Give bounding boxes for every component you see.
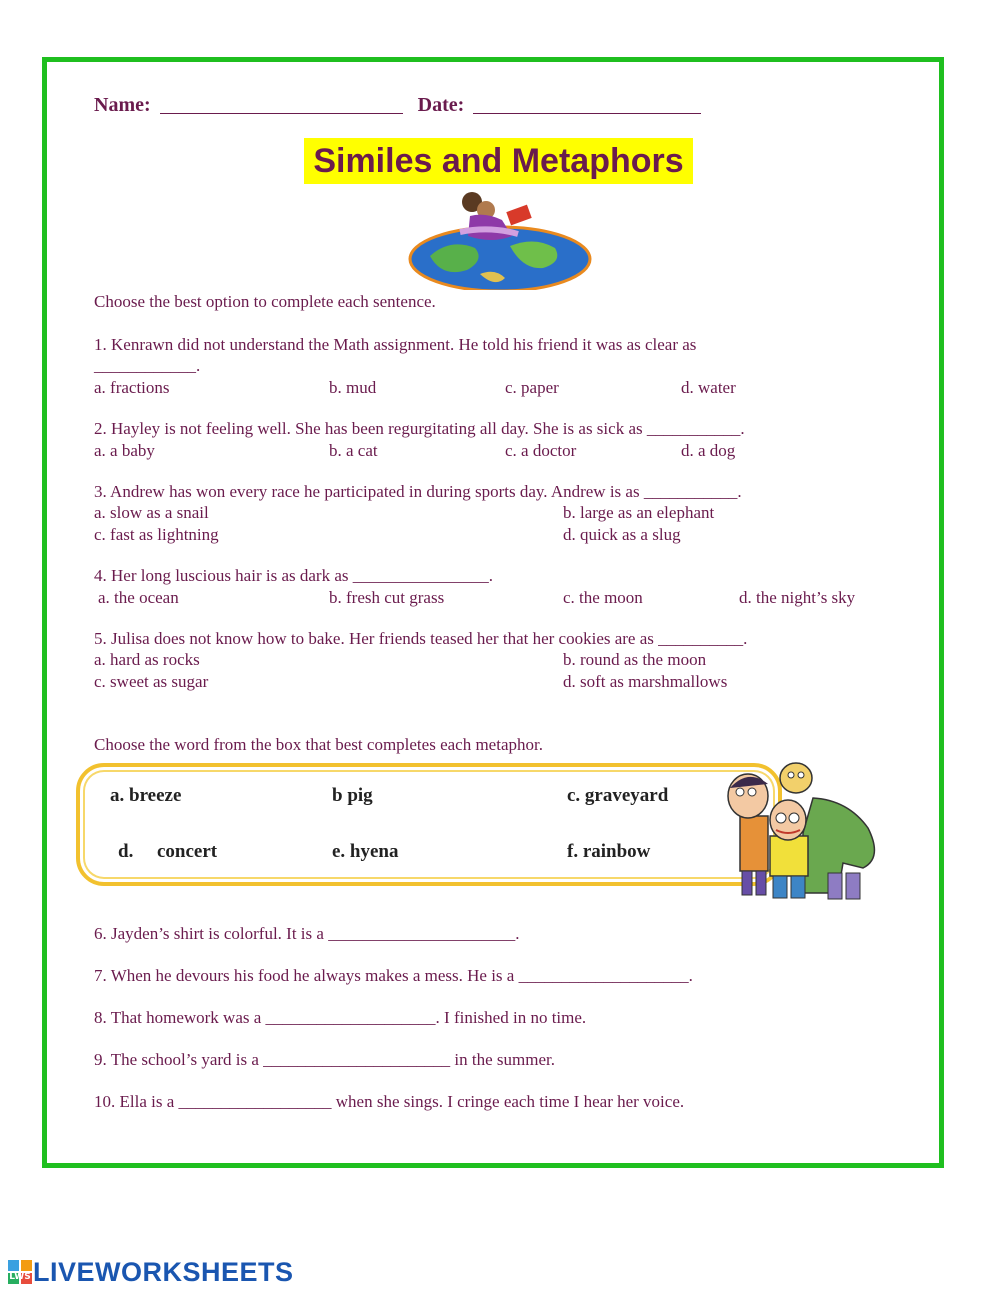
word-concert-letter: d. bbox=[118, 841, 134, 862]
q2-option-b[interactable]: b. a cat bbox=[329, 441, 378, 460]
q3-option-a[interactable]: a. slow as a snail bbox=[94, 503, 209, 522]
q3-option-d[interactable]: d. quick as a slug bbox=[563, 525, 681, 544]
q5-option-a[interactable]: a. hard as rocks bbox=[94, 650, 200, 669]
word-rainbow: f. rainbow bbox=[567, 841, 651, 862]
q1-option-d[interactable]: d. water bbox=[681, 378, 736, 397]
q4-option-b[interactable]: b. fresh cut grass bbox=[329, 588, 445, 607]
word-pig: b pig bbox=[332, 785, 373, 806]
q4-option-d[interactable]: d. the night’s sky bbox=[739, 588, 856, 607]
question-8[interactable]: 8. That homework was a ____________________. I finished in no time. bbox=[94, 1008, 587, 1027]
question-2: 2. Hayley is not feeling well. She has been regurgitating all day. She is as sick as ___________. bbox=[94, 419, 745, 438]
word-graveyard: c. graveyard bbox=[567, 785, 669, 806]
q1-option-b[interactable]: b. mud bbox=[329, 378, 377, 397]
q5-option-c[interactable]: c. sweet as sugar bbox=[94, 672, 209, 691]
date-field[interactable] bbox=[473, 113, 701, 114]
question-4: 4. Her long luscious hair is as dark as ________________. bbox=[94, 566, 493, 585]
liveworksheets-logo-icon bbox=[8, 1260, 32, 1284]
question-3: 3. Andrew has won every race he participated in during sports day. Andrew is as ___________. bbox=[94, 482, 742, 501]
cartoon-kids-illustration bbox=[718, 758, 890, 904]
question-9[interactable]: 9. The school’s yard is a ______________________ in the summer. bbox=[94, 1050, 556, 1069]
q2-option-c[interactable]: c. a doctor bbox=[505, 441, 577, 460]
q5-option-d[interactable]: d. soft as marshmallows bbox=[563, 672, 728, 691]
date-label: Date: bbox=[417, 94, 465, 116]
question-5: 5. Julisa does not know how to bake. Her friends teased her that her cookies are as __________. bbox=[94, 629, 748, 648]
question-6[interactable]: 6. Jayden’s shirt is colorful. It is a ______________________. bbox=[94, 924, 520, 943]
question-10[interactable]: 10. Ella is a __________________ when she sings. I cringe each time I hear her voice. bbox=[94, 1092, 685, 1111]
q3-option-b[interactable]: b. large as an elephant bbox=[563, 503, 715, 522]
question-7[interactable]: 7. When he devours his food he always makes a mess. He is a ____________________. bbox=[94, 966, 693, 985]
instruction-metaphors: Choose the word from the box that best completes each metaphor. bbox=[94, 735, 543, 754]
q2-option-d[interactable]: d. a dog bbox=[681, 441, 736, 460]
q4-option-a[interactable]: a. the ocean bbox=[98, 588, 179, 607]
q1-option-c[interactable]: c. paper bbox=[505, 378, 559, 397]
word-concert: concert bbox=[157, 841, 218, 862]
q2-option-a[interactable]: a. a baby bbox=[94, 441, 155, 460]
q5-option-b[interactable]: b. round as the moon bbox=[563, 650, 707, 669]
word-bank-box bbox=[76, 763, 782, 886]
name-label: Name: bbox=[94, 94, 151, 116]
q1-option-a[interactable]: a. fractions bbox=[94, 378, 170, 397]
q4-option-c[interactable]: c. the moon bbox=[563, 588, 643, 607]
word-hyena: e. hyena bbox=[332, 841, 399, 862]
name-date-row bbox=[94, 94, 701, 117]
instruction-similes: Choose the best option to complete each sentence. bbox=[94, 292, 436, 311]
reading-globe-illustration bbox=[400, 186, 600, 290]
q3-option-c[interactable]: c. fast as lightning bbox=[94, 525, 219, 544]
liveworksheets-brand[interactable]: LIVEWORKSHEETS bbox=[33, 1257, 294, 1287]
question-1: 1. Kenrawn did not understand the Math assignment. He told his friend it was as clear as bbox=[94, 335, 697, 354]
name-field[interactable] bbox=[160, 113, 403, 114]
page-title: Similes and Metaphors bbox=[304, 138, 693, 184]
question-1-blank[interactable]: ____________. bbox=[94, 356, 201, 375]
svg-text:LWS: LWS bbox=[9, 1272, 31, 1282]
word-breeze: a. breeze bbox=[110, 785, 182, 806]
